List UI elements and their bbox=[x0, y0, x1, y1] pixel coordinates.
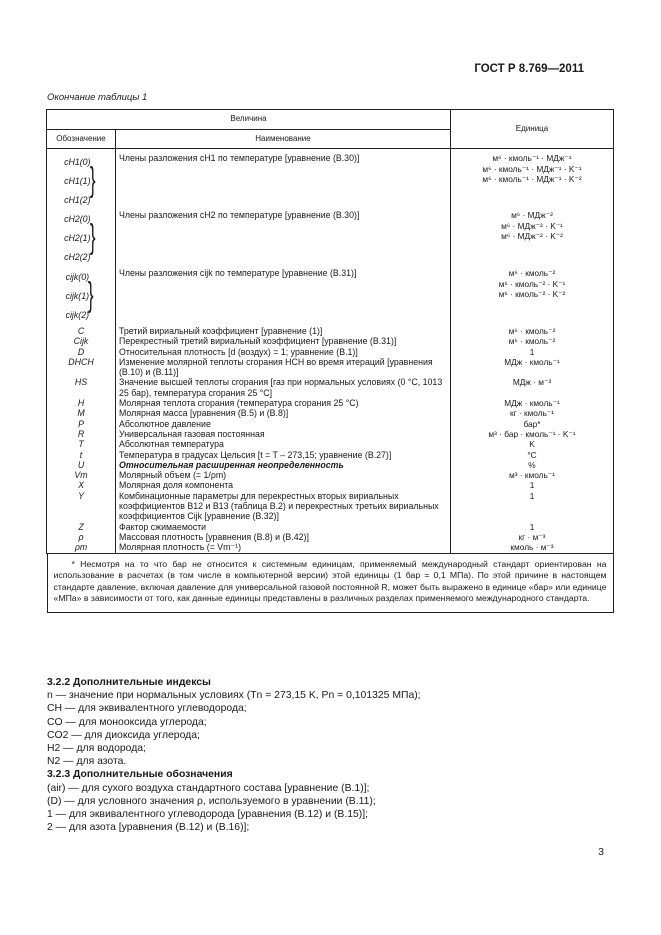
table-row bbox=[47, 532, 614, 542]
table-row bbox=[47, 419, 614, 429]
unit-cell: м³ · бар · кмоль⁻¹ · K⁻¹ bbox=[451, 429, 614, 439]
symbol-cell: Cijk bbox=[47, 336, 116, 346]
note-row bbox=[47, 553, 614, 613]
name-cell: Члены разложения cH1 по температуре [уравнение (B.30)] bbox=[119, 153, 360, 163]
table-row bbox=[47, 336, 614, 346]
section-322-heading: 3.2.2 Дополнительные индексы bbox=[47, 677, 211, 688]
name-cell: Значение высшей теплоты сгорания [газ при нормальных условиях (0 °C, 1013 25 бар), температура сгорания 25 °C] bbox=[119, 377, 443, 398]
symbol: cH1(2) bbox=[64, 195, 91, 205]
symbol-cell: Vm bbox=[47, 470, 116, 480]
unit: м⁶ · кмоль⁻¹ · МДж⁻¹ · K⁻² bbox=[482, 174, 582, 184]
group-row bbox=[47, 210, 614, 268]
symbol-cell: ρm bbox=[47, 542, 116, 553]
table-row bbox=[47, 450, 614, 460]
table-row bbox=[47, 439, 614, 449]
head-unit: Единица bbox=[451, 110, 614, 149]
table-row bbox=[47, 377, 614, 398]
symbol-cell: Y bbox=[47, 491, 116, 522]
name-cell: Абсолютное давление bbox=[119, 418, 211, 429]
brace-icon: } bbox=[89, 218, 96, 256]
name-cell: Абсолютная температура bbox=[119, 439, 224, 450]
unit: м⁶ · кмоль⁻² · K⁻² bbox=[498, 289, 566, 299]
table-row bbox=[47, 326, 614, 336]
standard-header: ГОСТ Р 8.769—2011 bbox=[474, 63, 584, 75]
symbol: cijk(0) bbox=[65, 272, 90, 282]
unit-cell: МДж · кмоль⁻¹ bbox=[451, 398, 614, 408]
symbol-cell: U bbox=[47, 460, 116, 470]
unit: м⁶ · кмоль⁻² · K⁻¹ bbox=[498, 278, 566, 289]
table-row bbox=[47, 542, 614, 553]
unit-cell: бар* bbox=[451, 419, 614, 429]
list-item: CH — для эквивалентного углеводорода; bbox=[47, 703, 247, 715]
unit-cell: м⁶ · кмоль⁻² bbox=[451, 336, 614, 346]
brace-icon: } bbox=[87, 276, 94, 314]
table-row bbox=[47, 491, 614, 522]
unit-cell: МДж · кмоль⁻¹ bbox=[451, 357, 614, 378]
name-cell: Комбинационные параметры для перекрестных вторых вириальных коэффициентов B12 и B13 (таблица B.2) и перекрестных третьих вириальных коэффициентов Cijk [уравнение (B.32)] bbox=[119, 490, 439, 522]
name-cell: Третий вириальный коэффициент [уравнение (1)] bbox=[119, 326, 323, 336]
unit-cell: °C bbox=[451, 450, 614, 460]
unit-cell: 1 bbox=[451, 522, 614, 532]
name-cell: Молярный объем (= 1/ρm) bbox=[119, 470, 227, 481]
name-cell: Члены разложения cH2 по температуре [уравнение (B.30)] bbox=[119, 210, 360, 220]
unit-cell: 1 bbox=[451, 347, 614, 357]
unit-cell: кг · кмоль⁻¹ bbox=[451, 408, 614, 418]
symbol-cell: HS bbox=[47, 377, 116, 398]
list-item: CO — для монооксида углерода; bbox=[47, 716, 207, 728]
symbol-cell: C bbox=[47, 326, 116, 336]
table-caption: Окончание таблицы 1 bbox=[47, 92, 148, 103]
page-number: 3 bbox=[598, 846, 604, 858]
name-cell: Молярная плотность (= Vm⁻¹) bbox=[116, 542, 451, 553]
unit-cell: 1 bbox=[451, 491, 614, 522]
table-row bbox=[47, 398, 614, 408]
symbol-cell: D bbox=[47, 347, 116, 357]
name-cell: Члены разложения cijk по температуре [уравнение (B.31)] bbox=[119, 268, 357, 278]
additional-section bbox=[47, 676, 607, 834]
unit-cell: кмоль · м⁻³ bbox=[451, 542, 614, 553]
unit-cell: МДж · м⁻³ bbox=[451, 377, 614, 398]
name-cell: Изменение молярной теплоты сгорания HCH во время итераций [уравнения (B.10) и (B.11)] bbox=[119, 356, 433, 378]
symbol-cell: T bbox=[47, 439, 116, 449]
name-cell: Относительная расширенная неопределенность bbox=[119, 459, 344, 470]
unit: м⁶ · кмоль⁻¹ · МДж⁻¹ · K⁻¹ bbox=[482, 163, 582, 174]
list-item: n — значение при нормальных условиях (Tn = 273,15 K, Pn = 0,101325 МПа); bbox=[47, 690, 421, 702]
list-item: N2 — для азота. bbox=[47, 756, 127, 768]
symbol-cell: R bbox=[47, 429, 116, 439]
table-row bbox=[47, 408, 614, 418]
symbol-cell: t bbox=[47, 450, 116, 460]
symbol: cH1(1) bbox=[64, 176, 91, 186]
group-row bbox=[47, 149, 614, 211]
brace-icon: } bbox=[89, 161, 96, 199]
unit: м⁶ · МДж⁻² · K⁻¹ bbox=[501, 220, 563, 231]
table-row bbox=[47, 480, 614, 490]
symbol: cH2(0) bbox=[64, 214, 91, 224]
symbol: cijk(1) bbox=[65, 291, 90, 301]
name-cell: Молярная масса [уравнения (B.5) и (B.8)] bbox=[119, 408, 289, 419]
unit: м⁶ · кмоль⁻² bbox=[508, 268, 556, 278]
name-cell: Массовая плотность [уравнения (B.8) и (B.42)] bbox=[119, 531, 309, 542]
table-note: * Несмотря на то что бар не относится к системным единицам, применяемый международный стандарт ориентирован на использование в расчетах (в том числе в компьютерной версии) этой единицы (1 бар = 0,1 МПа). По этой причине в настоящем стандарте давление, включая давление для универсальной газовой постоянной R, может быть выражено в единице «бар» или единице «МПа» в зависимости от того, как данные единицы представлены в различных разделах применяемого международного стандарта. bbox=[47, 554, 614, 613]
name-cell: Температура в градусах Цельсия [t = T – 273,15; уравнение (B.27)] bbox=[119, 449, 392, 460]
symbol-cell: M bbox=[47, 408, 116, 418]
name-cell: Молярная доля компонента bbox=[119, 480, 234, 491]
unit-cell: м⁶ · кмоль⁻² bbox=[451, 326, 614, 336]
table-row bbox=[47, 429, 614, 439]
name-cell: Относительная плотность [d (воздух) = 1; уравнение (B.1)] bbox=[119, 346, 358, 357]
head-quantity: Величина bbox=[47, 110, 451, 130]
section-323-heading: 3.2.3 Дополнительные обозначения bbox=[47, 769, 233, 781]
list-item: (D) — для условного значения ρ, используемого в уравнении (B.11); bbox=[47, 795, 376, 807]
list-item: (air) — для сухого воздуха стандартного состава [уравнение (B.1)]; bbox=[47, 782, 370, 794]
unit-cell: % bbox=[451, 460, 614, 470]
head-symbol: Обозначение bbox=[47, 130, 116, 149]
unit: м⁶ · кмоль⁻¹ · МДж⁻¹ bbox=[492, 153, 572, 163]
list-item: 1 — для эквивалентного углеводорода [уравнения (B.12) и (B.15)]; bbox=[47, 809, 369, 821]
symbol-cell: DHCH bbox=[47, 357, 116, 378]
unit-cell: кг · м⁻³ bbox=[451, 532, 614, 542]
unit-cell: м³ · кмоль⁻¹ bbox=[451, 470, 614, 480]
table-row bbox=[47, 357, 614, 378]
symbols-table bbox=[46, 109, 614, 613]
name-cell: Перекрестный третий вириальный коэффициент [уравнение (B.31)] bbox=[119, 336, 397, 347]
symbol: cijk(2) bbox=[65, 310, 90, 320]
symbol-cell: P bbox=[47, 419, 116, 429]
table-row bbox=[47, 522, 614, 532]
name-cell: Молярная теплота сгорания (температура сгорания 25 °C) bbox=[119, 398, 359, 409]
list-item: H2 — для водорода; bbox=[47, 743, 146, 755]
symbol-cell: X bbox=[47, 480, 116, 490]
head-name: Наименование bbox=[116, 130, 451, 149]
list-item: 2 — для азота [уравнения (B.12) и (B.16)]; bbox=[47, 822, 250, 834]
symbol-cell: ρ bbox=[47, 532, 116, 542]
group-row bbox=[47, 268, 614, 326]
symbol: cH2(1) bbox=[64, 233, 91, 243]
unit: м⁶ · МДж⁻² · K⁻² bbox=[501, 231, 563, 241]
symbol-cell: H bbox=[47, 398, 116, 408]
symbol: cH2(2) bbox=[64, 252, 91, 262]
unit-cell: 1 bbox=[451, 480, 614, 490]
table-row bbox=[47, 470, 614, 480]
unit-cell: K bbox=[451, 439, 614, 449]
name-cell: Универсальная газовая постоянная bbox=[119, 428, 265, 439]
list-item: CO2 — для диоксида углерода; bbox=[47, 729, 200, 741]
name-cell: Фактор сжимаемости bbox=[119, 521, 207, 532]
symbol: cH1(0) bbox=[64, 157, 91, 167]
table-row bbox=[47, 347, 614, 357]
unit: м⁶ · МДж⁻² bbox=[511, 210, 553, 220]
symbol-cell: Z bbox=[47, 522, 116, 532]
table-row bbox=[47, 460, 614, 470]
